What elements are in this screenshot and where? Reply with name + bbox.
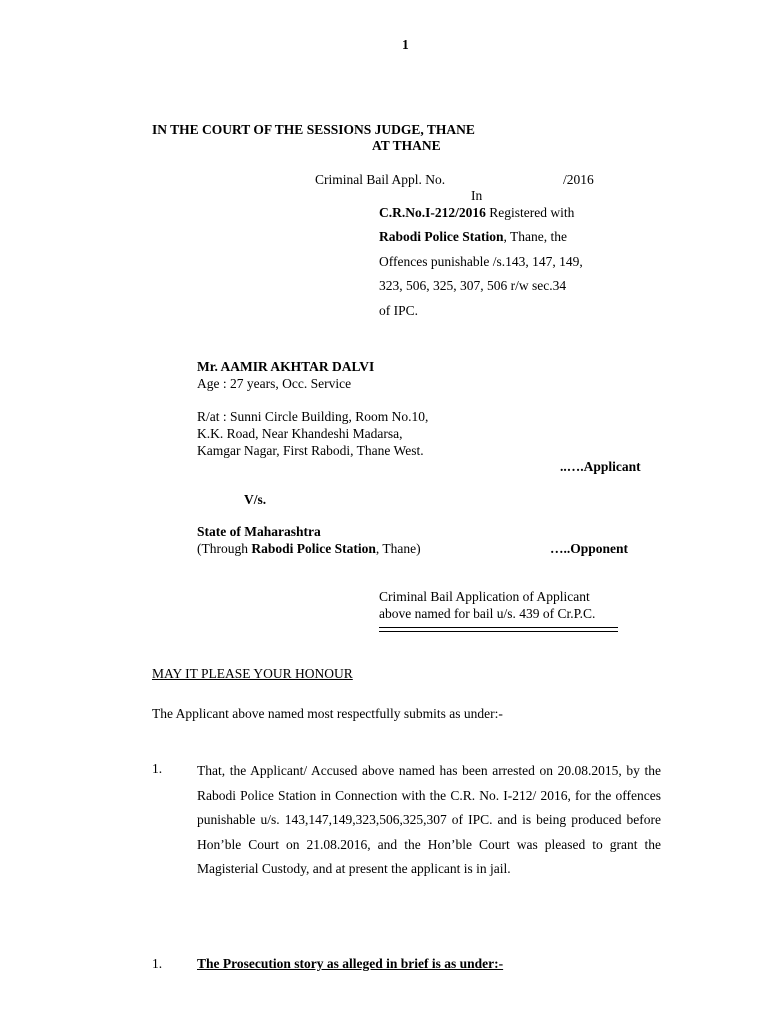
offences-line2: 323, 506, 325, 307, 506 r/w sec.34 xyxy=(379,278,567,293)
applicant-address-line3: Kamgar Nagar, First Rabodi, Thane West. xyxy=(197,443,424,458)
double-underline-divider xyxy=(379,627,618,632)
court-title-line2: AT THANE xyxy=(372,138,441,153)
opponent-through xyxy=(197,541,421,557)
opponent-through-suffix: , Thane) xyxy=(375,541,421,556)
subject-line2: above named for bail u/s. 439 of Cr.P.C. xyxy=(379,606,596,621)
paragraph-number: 1. xyxy=(152,956,163,971)
opponent-name: State of Maharashtra xyxy=(197,524,321,539)
cr-number: C.R.No.I-212/2016 xyxy=(379,205,486,220)
in-label: In xyxy=(471,188,483,203)
applicant-age: Age : 27 years, Occ. Service xyxy=(197,376,352,391)
page-number: 1 xyxy=(402,37,409,52)
police-station-suffix: , Thane, the xyxy=(503,229,567,244)
applicant-name: Mr. AAMIR AKHTAR DALVI xyxy=(197,359,375,374)
salutation: MAY IT PLEASE YOUR HONOUR xyxy=(152,666,353,681)
bail-appl-year: /2016 xyxy=(563,172,594,187)
versus: V/s. xyxy=(244,492,267,507)
offences-line3: of IPC. xyxy=(379,303,419,318)
applicant-address-line2: K.K. Road, Near Khandeshi Madarsa, xyxy=(197,426,403,441)
cr-registration-line xyxy=(379,205,574,221)
police-station-line xyxy=(379,229,567,245)
prosecution-heading: The Prosecution story as alleged in brief is as under:- xyxy=(197,956,504,971)
bail-appl-label: Criminal Bail Appl. No. xyxy=(315,172,446,187)
offences-line1: Offences punishable /s.143, 147, 149, xyxy=(379,254,583,269)
paragraph-number: 1. xyxy=(152,761,163,776)
police-station-name: Rabodi Police Station xyxy=(379,229,504,244)
applicant-role: ..….Applicant xyxy=(560,459,641,474)
opponent-police-station: Rabodi Police Station xyxy=(251,541,376,556)
registered-with-text: Registered with xyxy=(485,205,575,220)
intro-statement: The Applicant above named most respectfully submits as under:- xyxy=(152,706,503,721)
court-title-line1: IN THE COURT OF THE SESSIONS JUDGE, THANE xyxy=(152,122,475,137)
subject-line1: Criminal Bail Application of Applicant xyxy=(379,589,590,604)
paragraph-text: That, the Applicant/ Accused above named has been arrested on 20.08.2015, by the Rabodi Police Station in Connection with the C.R. No. I-212/ 2016, for the offences punishable u/s. 143,147,149,323,506,325,307 of IPC. and is being produced before Hon’ble Court on 21.08.2016, and the Hon’ble Court was pleased to grant the Magisterial Custody, and at present the applicant is in jail. xyxy=(197,763,661,876)
applicant-address-line1: R/at : Sunni Circle Building, Room No.10, xyxy=(197,409,429,424)
opponent-role: …..Opponent xyxy=(550,541,629,556)
opponent-through-prefix: (Through xyxy=(197,541,252,556)
